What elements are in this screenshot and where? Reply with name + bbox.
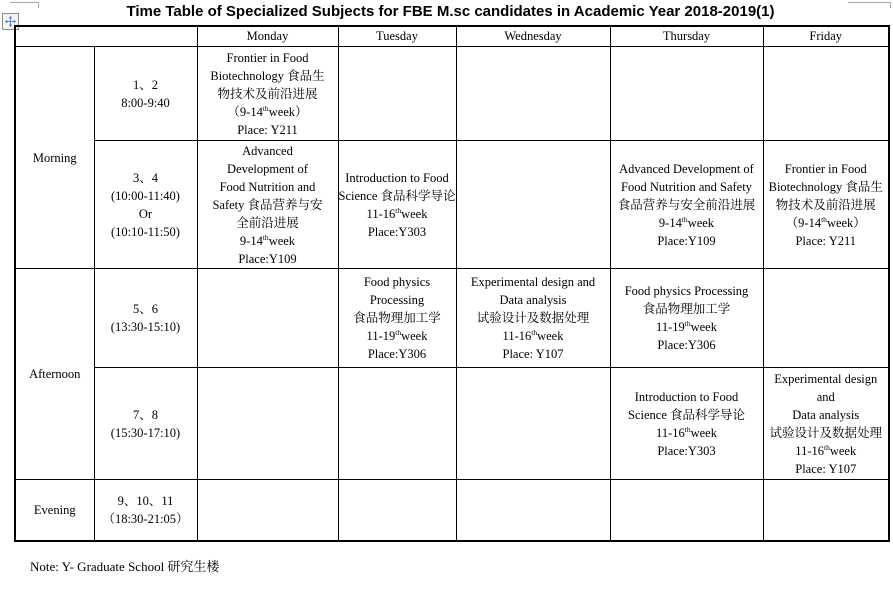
corner-header-cell[interactable] bbox=[15, 26, 197, 47]
course-cell-thursday-7-8[interactable]: Introduction to Food Science 食品科学导论 11-16thweek Place:Y303 bbox=[610, 368, 763, 480]
empty-cell-thursday-1-2[interactable] bbox=[610, 47, 763, 141]
empty-cell-friday-evening[interactable] bbox=[763, 480, 889, 542]
day-header-wednesday[interactable]: Wednesday bbox=[456, 26, 610, 47]
course-cell-wednesday-5-6[interactable]: Experimental design and Data analysis 试验设计及数据处理 11-16thweek Place: Y107 bbox=[456, 269, 610, 368]
page-title: Time Table of Specialized Subjects for FBE M.sc candidates in Academic Year 2018-2019(1) bbox=[126, 3, 775, 20]
empty-cell-tuesday-evening[interactable] bbox=[338, 480, 456, 542]
empty-cell-monday-7-8[interactable] bbox=[197, 368, 338, 480]
period-cell-7-8[interactable]: 7、8 (15:30-17:10) bbox=[94, 368, 197, 480]
day-header-thursday[interactable]: Thursday bbox=[610, 26, 763, 47]
period-cell-3-4[interactable]: 3、4 (10:00-11:40) Or (10:10-11:50) bbox=[94, 141, 197, 269]
course-cell-thursday-3-4[interactable]: Advanced Development of Food Nutrition and Safety 食品营养与安全前沿进展 9-14thweek Place:Y109 bbox=[610, 141, 763, 269]
course-cell-tuesday-3-4[interactable]: Introduction to Food Science 食品科学导论 11-16thweek Place:Y303 bbox=[338, 141, 456, 269]
empty-cell-wednesday-1-2[interactable] bbox=[456, 47, 610, 141]
footnote: Note: Y- Graduate School 研究生楼 bbox=[30, 559, 220, 574]
row-label-morning[interactable]: Morning bbox=[15, 47, 94, 269]
course-cell-thursday-5-6[interactable]: Food physics Processing 食品物理加工学 11-19thweek Place:Y306 bbox=[610, 269, 763, 368]
empty-cell-monday-5-6[interactable] bbox=[197, 269, 338, 368]
period-cell-5-6[interactable]: 5、6 (13:30-15:10) bbox=[94, 269, 197, 368]
course-cell-friday-7-8[interactable]: Experimental design and Data analysis 试验设计及数据处理 11-16thweek Place: Y107 bbox=[763, 368, 889, 480]
course-cell-friday-3-4[interactable]: Frontier in Food Biotechnology 食品生 物技术及前沿进展 （9-14thweek） Place: Y211 bbox=[763, 141, 889, 269]
day-header-monday[interactable]: Monday bbox=[197, 26, 338, 47]
course-cell-monday-1-2[interactable]: Frontier in Food Biotechnology 食品生 物技术及前沿进展 （9-14thweek） Place: Y211 bbox=[197, 47, 338, 141]
row-label-afternoon[interactable]: Afternoon bbox=[15, 269, 94, 480]
row-label-evening[interactable]: Evening bbox=[15, 480, 94, 542]
period-cell-9-10-11[interactable]: 9、10、11 （18:30-21:05） bbox=[94, 480, 197, 542]
empty-cell-tuesday-1-2[interactable] bbox=[338, 47, 456, 141]
empty-cell-monday-evening[interactable] bbox=[197, 480, 338, 542]
empty-cell-friday-5-6[interactable] bbox=[763, 269, 889, 368]
empty-cell-wednesday-7-8[interactable] bbox=[456, 368, 610, 480]
empty-cell-wednesday-3-4[interactable] bbox=[456, 141, 610, 269]
course-cell-tuesday-5-6[interactable]: Food physics Processing 食品物理加工学 11-19thweek Place:Y306 bbox=[338, 269, 456, 368]
timetable bbox=[14, 25, 890, 542]
day-header-friday[interactable]: Friday bbox=[763, 26, 889, 47]
empty-cell-wednesday-evening[interactable] bbox=[456, 480, 610, 542]
empty-cell-thursday-evening[interactable] bbox=[610, 480, 763, 542]
day-header-tuesday[interactable]: Tuesday bbox=[338, 26, 456, 47]
empty-cell-friday-1-2[interactable] bbox=[763, 47, 889, 141]
period-cell-1-2[interactable]: 1、2 8:00-9:40 bbox=[94, 47, 197, 141]
empty-cell-tuesday-7-8[interactable] bbox=[338, 368, 456, 480]
course-cell-monday-3-4[interactable]: Advanced Development of Food Nutrition and Safety 食品营养与安 全前沿进展 9-14thweek Place:Y109 bbox=[197, 141, 338, 269]
